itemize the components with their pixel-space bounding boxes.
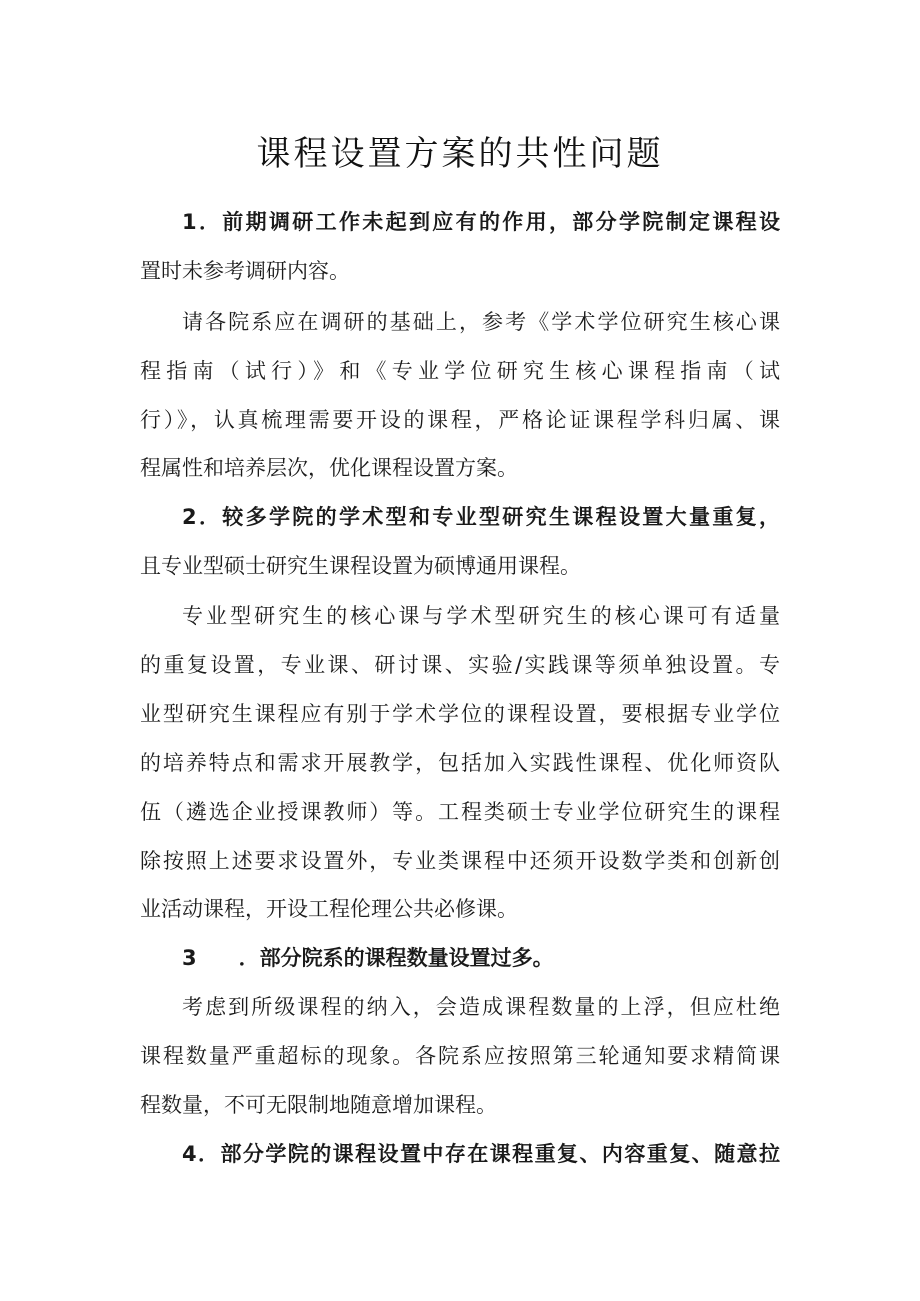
item-3-line-1: 3 ．部分院系的课程数量设置过多。 [182, 946, 554, 970]
para-2-line-7: 业活动课程，开设工程伦理公共必修课。 [140, 897, 518, 921]
para-2-line-4: 的培养特点和需求开展教学，包括加入实践性课程、优化师资队 [140, 751, 780, 775]
para-1-line-1: 请各院系应在调研的基础上，参考《学术学位研究生核心课 [182, 310, 780, 334]
item-1-line-1: 1．前期调研工作未起到应有的作用，部分学院制定课程设 [182, 210, 780, 234]
para-3-line-1: 考虑到所级课程的纳入，会造成课程数量的上浮，但应杜绝 [182, 995, 780, 1019]
para-2-line-6: 除按照上述要求设置外，专业类课程中还须开设数学类和创新创 [140, 849, 780, 873]
para-3-line-2: 课程数量严重超标的现象。各院系应按照第三轮通知要求精简课 [140, 1044, 780, 1068]
document-title: 课程设置方案的共性问题 [256, 134, 664, 174]
para-3-line-3: 程数量，不可无限制地随意增加课程。 [140, 1093, 497, 1117]
para-1-line-4: 程属性和培养层次，优化课程设置方案。 [140, 456, 518, 480]
para-2-line-5: 伍（遴选企业授课教师）等。工程类硕士专业学位研究生的课程 [140, 800, 780, 824]
item-4-line-1: 4．部分学院的课程设置中存在课程重复、内容重复、随意拉 [182, 1142, 780, 1166]
item-2-line-1: 2．较多学院的学术型和专业型研究生课程设置大量重复， [182, 505, 780, 529]
para-1-line-3: 行）》，认真梳理需要开设的课程，严格论证课程学科归属、课 [140, 408, 780, 432]
para-2-line-1: 专业型研究生的核心课与学术型研究生的核心课可有适量 [182, 604, 780, 628]
para-2-line-3: 业型研究生课程应有别于学术学位的课程设置，要根据专业学位 [140, 702, 780, 726]
item-2-line-2: 且专业型硕士研究生课程设置为硕博通用课程。 [140, 554, 581, 578]
para-1-line-2: 程指南（试行）》和《专业学位研究生核心课程指南（试 [140, 359, 780, 383]
para-2-line-2: 的重复设置，专业课、研讨课、实验/实践课等须单独设置。专 [140, 653, 780, 677]
item-1-line-2: 置时未参考调研内容。 [140, 259, 350, 283]
